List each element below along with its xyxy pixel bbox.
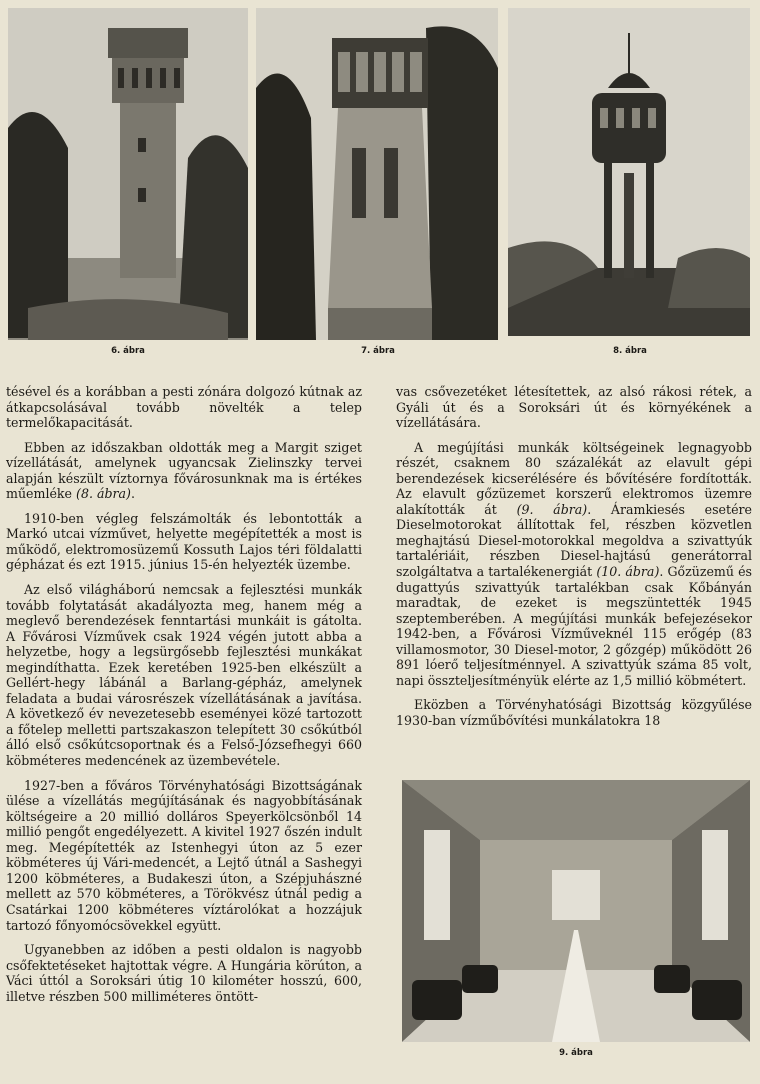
figure-9-photo [402, 780, 750, 1042]
left-text-column [6, 384, 362, 1013]
figure-8-caption: 8. ábra [613, 346, 647, 356]
right-paragraph-0: vas csővezetéket létesítettek, az alsó rákosi rétek, a Gyáli út és a Soroksári út és környékének a vízellátására. [396, 384, 752, 431]
figure-7-caption: 7. ábra [361, 346, 395, 356]
left-paragraph-5: Ugyanebben az időben a pesti oldalon is nagyobb csőfektetéseket hajtottak végre. A Hungária körúton, a Váci úttól a Soroksári útig 10 kilométer hosszú, 600, illetve részben 500 milliméteres öntött- [6, 942, 362, 1004]
water-tower-photo-7 [256, 8, 498, 340]
left-paragraph-0: tésével és a korábban a pesti zónára dolgozó kútnak az átkapcsolásával tovább növelték a telep termelőkapacitását. [6, 384, 362, 431]
figure-8-photo [508, 8, 750, 336]
right-paragraph-1-a: A megújítási munkák költségeinek legnagyobb részét, csaknem 80 százalékát az elavult gépi berendezések kicserélésére és bővítésére fordították. Az elavult gőzüzemet korszerű elektromos üzemre alakították át [396, 439, 752, 517]
right-paragraph-2: Eközben a Törvényhatósági Bizottság közgyűlése 1930-ban vízműbővítési munkálatokra 18 [396, 697, 752, 728]
figure-6-photo [8, 8, 248, 340]
water-tower-photo-6 [8, 8, 248, 340]
right-paragraph-1-c: . Gőzüzemű és dugattyús szivattyúk tartalékban csak Kőbányán maradtak, de ezeket is megszüntették 1945 szeptemberében. A megújítási munkák befejezésekor 1942-ben, a Fővárosi Vízműveknél 115 erőgép (83 villamosmotor, 30 Diesel-motor, 2 gőzgép) működött 26 891 lóerő teljesítménnyel. A szivattyúk száma 85 volt, napi összteljesítményük elérte az 1,5 millió köbmétert. [396, 564, 752, 688]
left-paragraph-4: 1927-ben a főváros Törvényhatósági Bizottságának ülése a vízellátás megújításának és nagyobbításának költségeire a 20 millió dolláros Speyerkölcsönből 14 millió pengőt engedélyezett. A kivitel 1927 őszén indult meg. Megépítették az Istenhegyi úton az 5 ezer köbméteres új Vári-medencét, a Lejtő útnál a Sashegyi 1200 köbméteres, a Budakeszi úton, a Szépjuhászné mellett az 570 köbméteres, a Törökvész útnál pedig a Csatárkai 1200 köbméteres víztárolókat a hozzájuk tartozó főnyomócsövekkel együtt. [6, 777, 362, 933]
right-text-column [396, 384, 752, 737]
figure-ref-9: (9. ábra) [516, 501, 588, 517]
left-paragraph-1 [6, 440, 362, 502]
figure-9-caption: 9. ábra [559, 1048, 593, 1058]
right-paragraph-1-b: . Áramkiesés esetére Dieselmotorokat állítottak fel, részben közvetlen meghajtású Diesel-motorokkal megoldva a szivattyúk tartalériáit, részben Diesel-hajtású generátorral szolgáltatva a tartalékenergiát [396, 501, 752, 580]
figure-ref-8: (8. ábra) [76, 486, 131, 502]
left-paragraph-1-end: . [130, 486, 135, 502]
left-paragraph-1-text: Ebben az időszakban oldották meg a Margit sziget vízellátását, amelynek ugyancsak Zielinszky tervei alapján készült víztornya fővárosunknak ma is értékes műemléke [6, 439, 362, 502]
figure-ref-10: (10. ábra) [596, 564, 660, 580]
engine-hall-photo-9 [402, 780, 750, 1042]
right-paragraph-1 [396, 440, 752, 689]
figure-7-photo [256, 8, 498, 340]
water-tower-photo-8 [508, 8, 750, 336]
left-paragraph-3: Az első világháború nemcsak a fejlesztési munkák tovább folytatását akadályozta meg, hanem még a meglevő berendezések fenntartási munkáit is gátolta. A Fővárosi Vízművek csak 1924 végén jutott abba a helyzetbe, hogy a legsürgősebb fejlesztési munkákat megindíthatta. Ezek keretében 1925-ben elkészült a Gellért-hegy lábánál a Barlang-gépház, amelynek feladata a budai városrészek vízellátásának a javítása. A következő év nevezetesebb eseményei közé tartozott a főtelep melletti partszakaszon telepített 30 csőkútból álló első csőkútcsoportnak és a Felső-Józsefhegyi 660 köbméteres medencének az üzembevétele. [6, 582, 362, 769]
left-paragraph-2: 1910-ben végleg felszámolták és lebontották a Markó utcai vízművet, helyette megépítették a most is működő, elektromosüzemű Kossuth Lajos téri földalatti gépházat és ezt 1915. június 15-én helyezték üzembe. [6, 510, 362, 573]
figure-6-caption: 6. ábra [111, 346, 145, 356]
